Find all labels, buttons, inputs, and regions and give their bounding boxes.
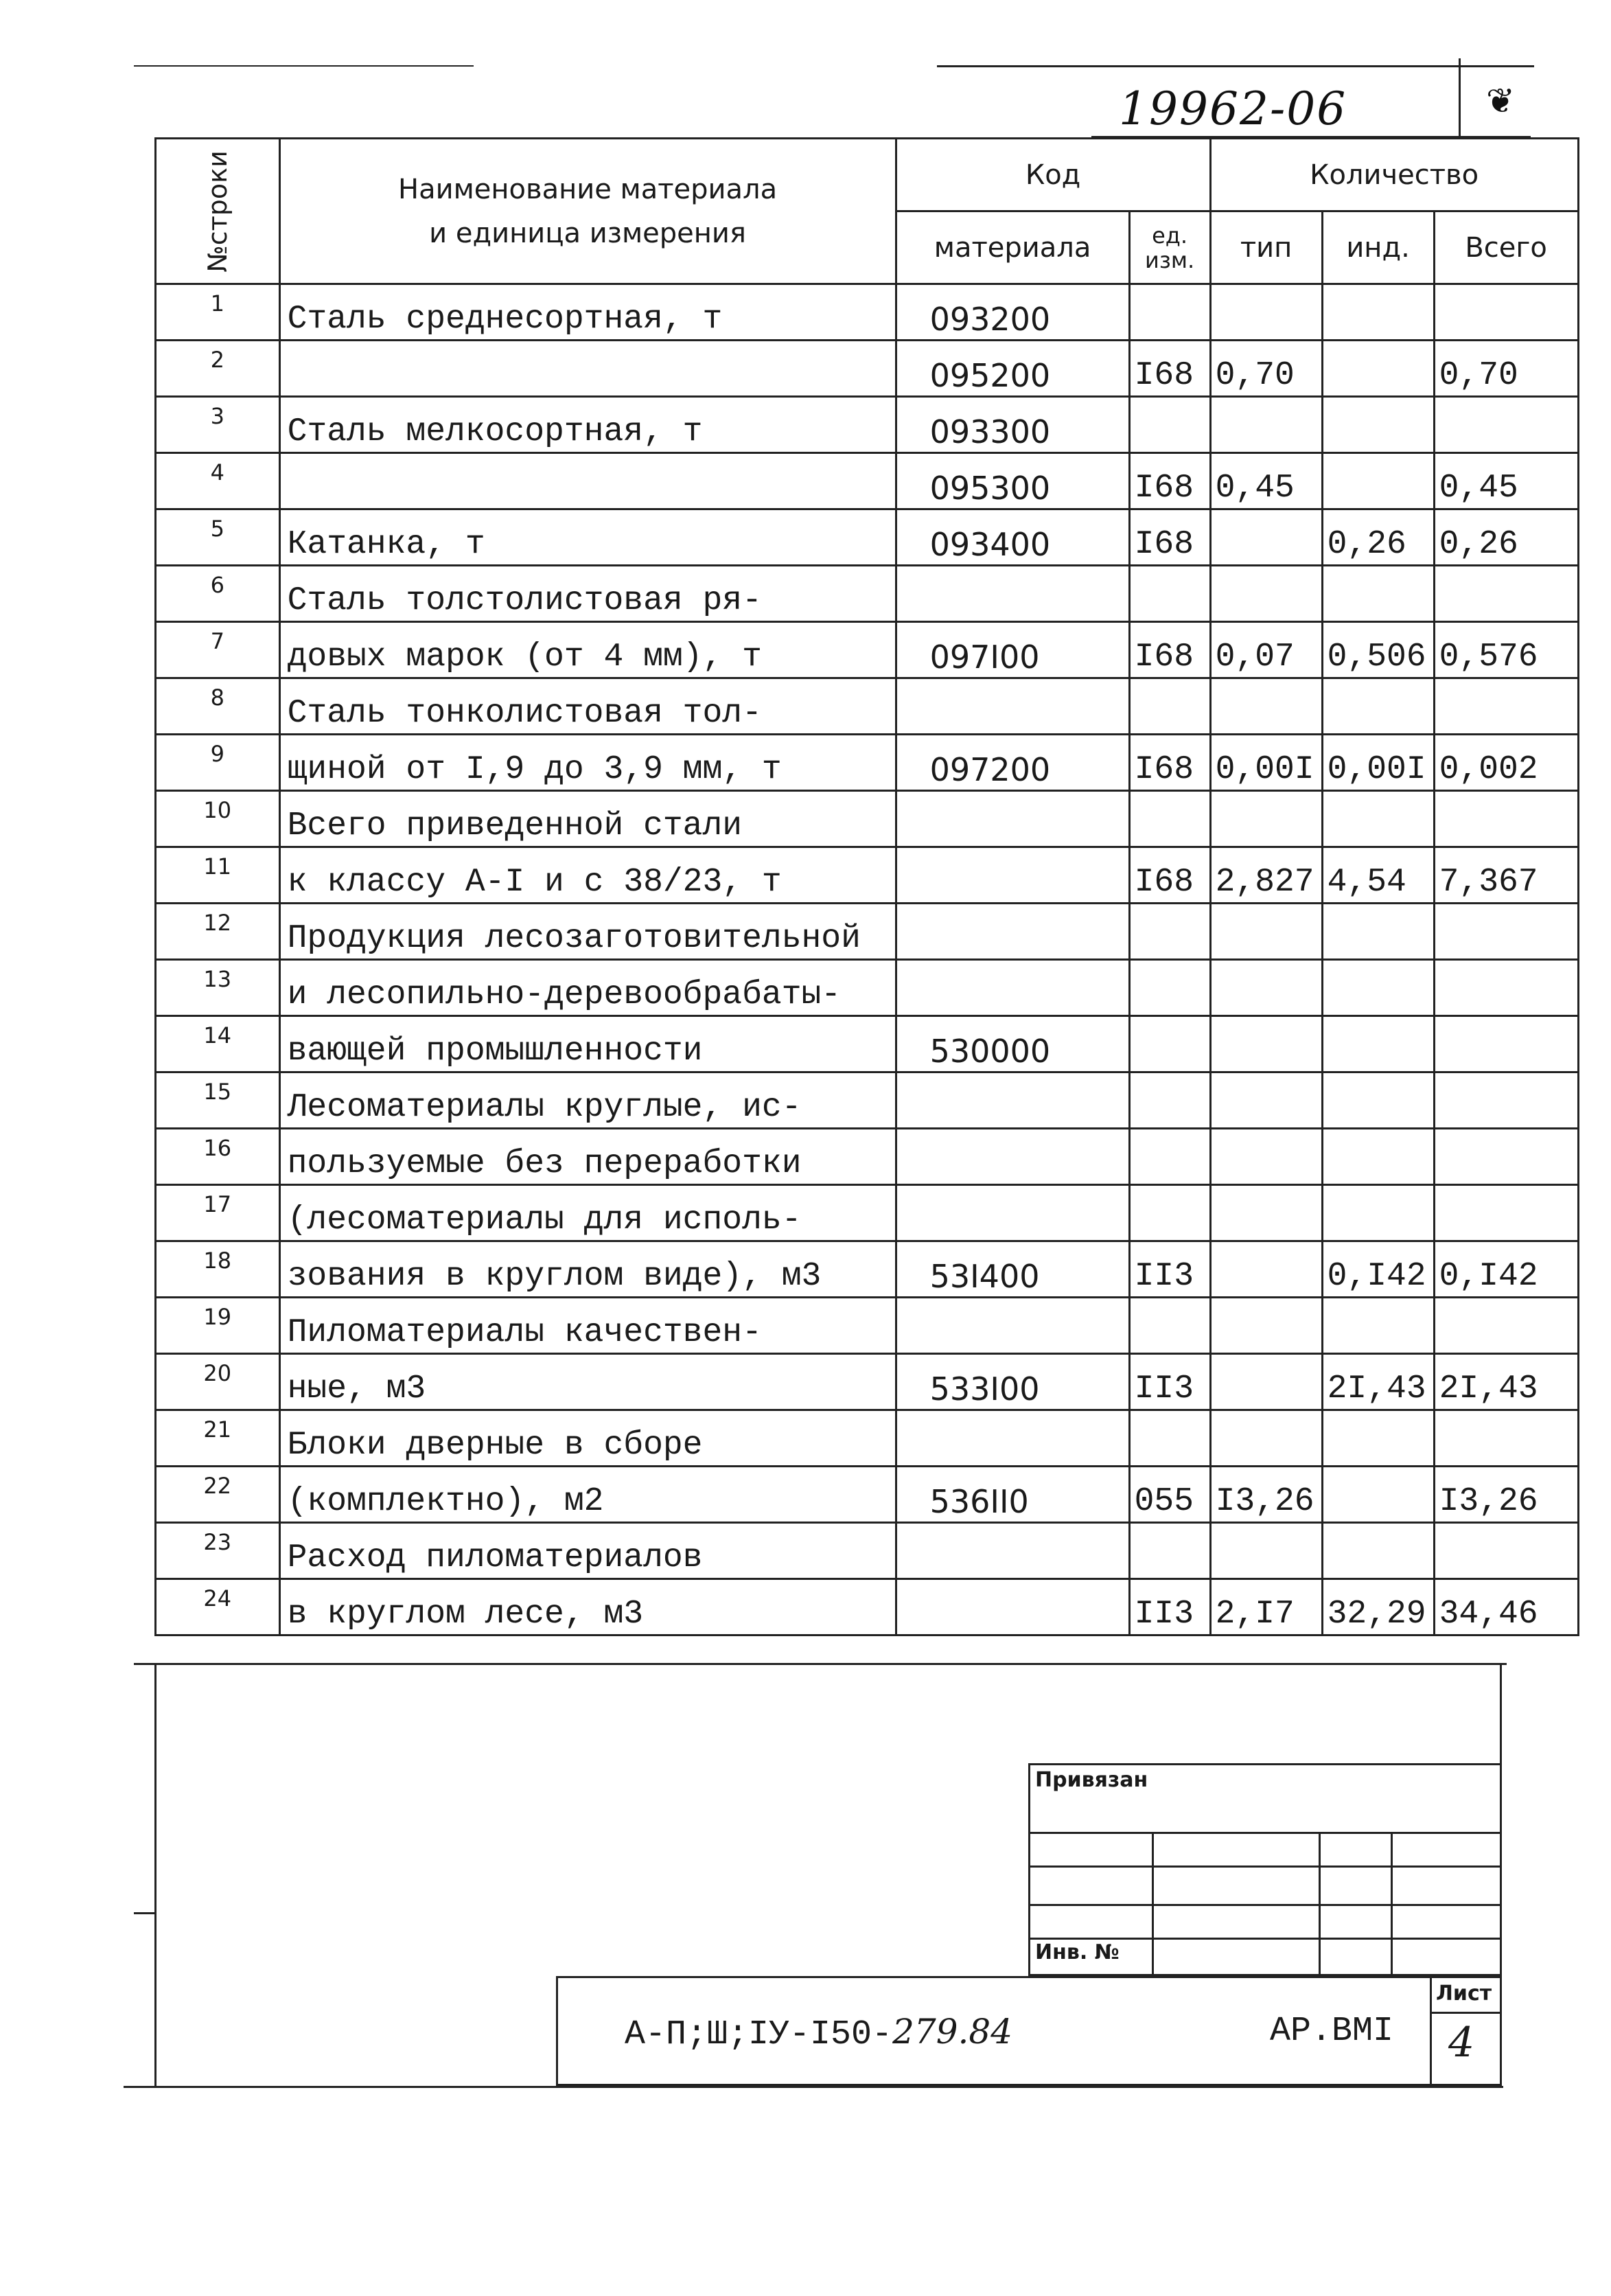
material-name: Сталь мелкосортная, т	[279, 397, 896, 453]
table-end-rule	[134, 1663, 1507, 1665]
table-row	[156, 509, 1579, 566]
quantity-typ	[1210, 1016, 1322, 1072]
quantity-ind	[1322, 1185, 1434, 1241]
material-name: щиной от I,9 до 3,9 мм, т	[279, 735, 896, 791]
unit-code	[1129, 1410, 1210, 1467]
material-name: Сталь толстолистовая ря-	[279, 566, 896, 622]
material-name: довых марок (от 4 мм), т	[279, 622, 896, 678]
row-number: 24	[156, 1579, 280, 1635]
drawing-designation: А-П;Ш;IУ-I50-279.84	[625, 2012, 1013, 2054]
unit-code	[1129, 397, 1210, 453]
corner-divider	[1459, 58, 1461, 139]
material-name: Всего приведенной стали	[279, 791, 896, 847]
quantity-ind: 0,26	[1322, 509, 1434, 566]
header-ind: инд.	[1322, 211, 1434, 284]
row-number: 2	[156, 341, 280, 397]
table-row	[156, 341, 1579, 397]
quantity-typ	[1210, 1129, 1322, 1185]
quantity-total: 2I,43	[1434, 1354, 1578, 1410]
material-name	[279, 341, 896, 397]
material-name: и лесопильно-деревообрабаты-	[279, 960, 896, 1016]
quantity-ind	[1322, 960, 1434, 1016]
material-code	[896, 1298, 1129, 1354]
quantity-typ	[1210, 1072, 1322, 1129]
quantity-typ	[1210, 509, 1322, 566]
quantity-ind: 0,00I	[1322, 735, 1434, 791]
row-number: 5	[156, 509, 280, 566]
quantity-ind	[1322, 1523, 1434, 1579]
material-code	[896, 1185, 1129, 1241]
unit-code	[1129, 960, 1210, 1016]
quantity-typ	[1210, 1410, 1322, 1467]
quantity-ind	[1322, 341, 1434, 397]
materials-table	[154, 137, 1579, 1636]
drawing-series: АР.ВМI	[1270, 2012, 1394, 2051]
table-row	[156, 1410, 1579, 1467]
table-row	[156, 284, 1579, 341]
material-code	[896, 566, 1129, 622]
quantity-total	[1434, 904, 1578, 960]
row-number: 11	[156, 847, 280, 904]
material-code: 093300	[896, 397, 1129, 453]
material-name: Лесоматериалы круглые, ис-	[279, 1072, 896, 1129]
material-name: (лесоматериалы для исполь-	[279, 1185, 896, 1241]
quantity-typ: 0,00I	[1210, 735, 1322, 791]
quantity-ind	[1322, 1129, 1434, 1185]
row-number: 23	[156, 1523, 280, 1579]
quantity-typ: 0,70	[1210, 341, 1322, 397]
unit-code	[1129, 566, 1210, 622]
quantity-typ	[1210, 791, 1322, 847]
quantity-typ	[1210, 566, 1322, 622]
material-name: Продукция лесозаготовительной	[279, 904, 896, 960]
table-row	[156, 453, 1579, 509]
quantity-total	[1434, 1016, 1578, 1072]
quantity-ind: 0,506	[1322, 622, 1434, 678]
quantity-ind	[1322, 904, 1434, 960]
quantity-total	[1434, 397, 1578, 453]
header-unit: ед. изм.	[1129, 211, 1210, 284]
quantity-total	[1434, 1072, 1578, 1129]
material-name: к классу А-I и с 38/23, т	[279, 847, 896, 904]
material-code	[896, 904, 1129, 960]
unit-code	[1129, 904, 1210, 960]
sheet-divider	[1430, 2012, 1502, 2014]
quantity-total: 0,45	[1434, 453, 1578, 509]
unit-code: II3	[1129, 1579, 1210, 1635]
row-number: 4	[156, 453, 280, 509]
designation-number: 279.84	[892, 2012, 1013, 2052]
material-code: 093400	[896, 509, 1129, 566]
quantity-ind: 2I,43	[1322, 1354, 1434, 1410]
quantity-typ: 2,I7	[1210, 1579, 1322, 1635]
header-code: Код	[896, 139, 1210, 211]
frame-bottom	[124, 2086, 1503, 2088]
quantity-typ: 0,45	[1210, 453, 1322, 509]
table-row	[156, 1523, 1579, 1579]
unit-code	[1129, 1523, 1210, 1579]
unit-code	[1129, 1072, 1210, 1129]
top-rule-left	[134, 65, 474, 67]
quantity-typ	[1210, 1298, 1322, 1354]
document-number: 19962-06	[1119, 82, 1347, 135]
material-code: 53I400	[896, 1241, 1129, 1298]
quantity-typ	[1210, 1354, 1322, 1410]
material-code	[896, 1072, 1129, 1129]
table-row	[156, 735, 1579, 791]
material-code: 097I00	[896, 622, 1129, 678]
material-name	[279, 453, 896, 509]
quantity-total: I3,26	[1434, 1467, 1578, 1523]
material-code: 097200	[896, 735, 1129, 791]
unit-code: I68	[1129, 341, 1210, 397]
quantity-ind: 0,I42	[1322, 1241, 1434, 1298]
table-row	[156, 1298, 1579, 1354]
unit-code: I68	[1129, 509, 1210, 566]
quantity-ind	[1322, 678, 1434, 735]
material-name: Катанка, т	[279, 509, 896, 566]
quantity-total	[1434, 960, 1578, 1016]
material-code: 093200	[896, 284, 1129, 341]
table-row	[156, 791, 1579, 847]
unit-code	[1129, 1016, 1210, 1072]
quantity-ind	[1322, 453, 1434, 509]
quantity-typ: 0,07	[1210, 622, 1322, 678]
material-code	[896, 678, 1129, 735]
table-row	[156, 1241, 1579, 1298]
quantity-total: 0,002	[1434, 735, 1578, 791]
table-row	[156, 622, 1579, 678]
material-code	[896, 1523, 1129, 1579]
quantity-total	[1434, 1523, 1578, 1579]
material-name: вающей промышленности	[279, 1016, 896, 1072]
table-row	[156, 397, 1579, 453]
quantity-total	[1434, 566, 1578, 622]
material-code: 536II0	[896, 1467, 1129, 1523]
quantity-total	[1434, 1410, 1578, 1467]
quantity-typ: I3,26	[1210, 1467, 1322, 1523]
table-row	[156, 1354, 1579, 1410]
attached-label: Привязан	[1035, 1768, 1148, 1792]
header-typ: тип	[1210, 211, 1322, 284]
quantity-total	[1434, 284, 1578, 341]
unit-code: I68	[1129, 622, 1210, 678]
material-name: пользуемые без переработки	[279, 1129, 896, 1185]
row-number: 13	[156, 960, 280, 1016]
row-number: 9	[156, 735, 280, 791]
quantity-ind	[1322, 566, 1434, 622]
row-number: 21	[156, 1410, 280, 1467]
quantity-total	[1434, 1185, 1578, 1241]
table-row	[156, 1129, 1579, 1185]
quantity-total: 0,70	[1434, 341, 1578, 397]
material-code	[896, 847, 1129, 904]
unit-code: I68	[1129, 735, 1210, 791]
material-code	[896, 791, 1129, 847]
row-number: 20	[156, 1354, 280, 1410]
header-row-number: №строки	[156, 139, 280, 284]
material-name: Пиломатериалы качествен-	[279, 1298, 896, 1354]
unit-code	[1129, 1298, 1210, 1354]
quantity-typ: 2,827	[1210, 847, 1322, 904]
quantity-total	[1434, 1129, 1578, 1185]
quantity-total: 34,46	[1434, 1579, 1578, 1635]
table-row	[156, 904, 1579, 960]
header-total: Всего	[1434, 211, 1578, 284]
table-row	[156, 960, 1579, 1016]
unit-code: I68	[1129, 453, 1210, 509]
row-number: 19	[156, 1298, 280, 1354]
material-code: 530000	[896, 1016, 1129, 1072]
material-code: 533I00	[896, 1354, 1129, 1410]
row-number: 14	[156, 1016, 280, 1072]
quantity-total: 0,26	[1434, 509, 1578, 566]
row-number: 18	[156, 1241, 280, 1298]
quantity-typ	[1210, 1185, 1322, 1241]
frame-left-tick	[134, 1912, 157, 1914]
row-number: 17	[156, 1185, 280, 1241]
quantity-typ	[1210, 960, 1322, 1016]
table-row	[156, 566, 1579, 622]
quantity-ind	[1322, 397, 1434, 453]
quantity-ind	[1322, 1016, 1434, 1072]
unit-code	[1129, 678, 1210, 735]
quantity-ind: 4,54	[1322, 847, 1434, 904]
material-name: Сталь тонколистовая тол-	[279, 678, 896, 735]
quantity-typ	[1210, 397, 1322, 453]
unit-code: II3	[1129, 1241, 1210, 1298]
quantity-typ	[1210, 284, 1322, 341]
quantity-ind	[1322, 1298, 1434, 1354]
quantity-total	[1434, 1298, 1578, 1354]
material-code	[896, 1410, 1129, 1467]
unit-code	[1129, 1129, 1210, 1185]
quantity-ind	[1322, 791, 1434, 847]
unit-code: 055	[1129, 1467, 1210, 1523]
unit-code: II3	[1129, 1354, 1210, 1410]
material-code: 095300	[896, 453, 1129, 509]
material-name: ные, м3	[279, 1354, 896, 1410]
quantity-typ	[1210, 1241, 1322, 1298]
row-number: 10	[156, 791, 280, 847]
table-row	[156, 1016, 1579, 1072]
sheet-label: Лист	[1436, 1982, 1492, 2006]
inventory-number-label: Инв. №	[1035, 1940, 1120, 1964]
material-name: Сталь среднесортная, т	[279, 284, 896, 341]
table-row	[156, 678, 1579, 735]
corner-mark-icon: ❦	[1486, 81, 1515, 121]
top-rule-right	[937, 65, 1534, 67]
row-number: 15	[156, 1072, 280, 1129]
row-number: 16	[156, 1129, 280, 1185]
row-number: 6	[156, 566, 280, 622]
quantity-ind	[1322, 284, 1434, 341]
material-name: зования в круглом виде), м3	[279, 1241, 896, 1298]
table-row	[156, 847, 1579, 904]
row-number: 1	[156, 284, 280, 341]
quantity-total	[1434, 678, 1578, 735]
sheet-number: 4	[1448, 2019, 1475, 2067]
material-name: Расход пиломатериалов	[279, 1523, 896, 1579]
header-quantity: Количество	[1210, 139, 1578, 211]
row-number: 22	[156, 1467, 280, 1523]
table-row	[156, 1579, 1579, 1635]
row-number: 7	[156, 622, 280, 678]
unit-code: I68	[1129, 847, 1210, 904]
row-number: 12	[156, 904, 280, 960]
table-row	[156, 1185, 1579, 1241]
quantity-typ	[1210, 1523, 1322, 1579]
material-name: Блоки дверные в сборе	[279, 1410, 896, 1467]
quantity-total: 0,576	[1434, 622, 1578, 678]
table-row	[156, 1467, 1579, 1523]
quantity-total	[1434, 791, 1578, 847]
table-row	[156, 1072, 1579, 1129]
row-number: 3	[156, 397, 280, 453]
header-material-code: материала	[896, 211, 1129, 284]
unit-code	[1129, 791, 1210, 847]
header-material-name: Наименование материала и единица измерения	[279, 139, 896, 284]
quantity-typ	[1210, 678, 1322, 735]
quantity-total: 7,367	[1434, 847, 1578, 904]
material-name: (комплектно), м2	[279, 1467, 896, 1523]
quantity-ind	[1322, 1467, 1434, 1523]
quantity-ind	[1322, 1072, 1434, 1129]
quantity-ind	[1322, 1410, 1434, 1467]
unit-code	[1129, 1185, 1210, 1241]
material-code	[896, 1579, 1129, 1635]
unit-code	[1129, 284, 1210, 341]
material-code	[896, 1129, 1129, 1185]
material-name: в круглом лесе, м3	[279, 1579, 896, 1635]
material-code	[896, 960, 1129, 1016]
quantity-typ	[1210, 904, 1322, 960]
quantity-ind: 32,29	[1322, 1579, 1434, 1635]
quantity-total: 0,I42	[1434, 1241, 1578, 1298]
row-number: 8	[156, 678, 280, 735]
material-code: 095200	[896, 341, 1129, 397]
frame-left	[154, 1663, 157, 2087]
